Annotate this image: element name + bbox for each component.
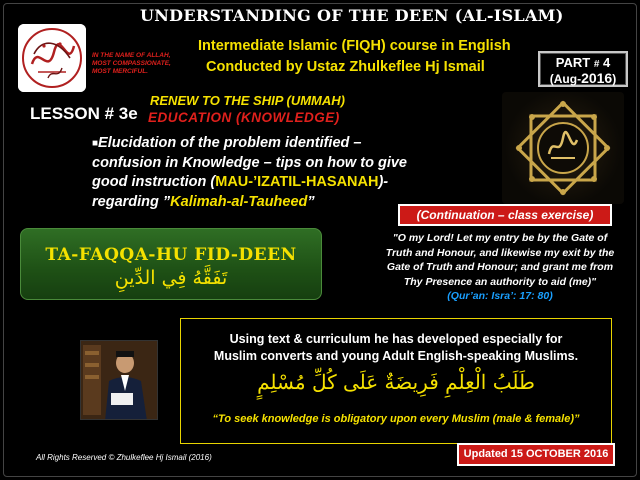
description-line-2: confusion in Knowledge – tips on how to give (92, 154, 407, 171)
part-label: PART (555, 55, 591, 70)
description-line-3a: good instruction ( (92, 174, 216, 190)
part-badge (538, 51, 628, 87)
lesson-topic-heading: EDUCATION (KNOWLEDGE) (148, 110, 340, 125)
basmalah-line-1: IN THE NAME OF ALLAH, (92, 52, 171, 59)
basmalah-caption (92, 52, 212, 76)
course-subtitle: Intermediate Islamic (FIQH) course in English (198, 38, 511, 54)
tafaqqa-arabic: تَفَقَّهُ فِي الدِّينِ (114, 267, 228, 289)
instructor-photo (80, 340, 158, 420)
bismillah-calligraphy-logo (18, 24, 86, 92)
bullet-icon: ■ (92, 138, 99, 149)
quote-line-1: "O my Lord! Let my entry be by the Gate of (392, 232, 608, 244)
basmalah-line-2: MOST COMPASSIONATE, (92, 60, 171, 67)
description-line-1: Elucidation of the problem identified – (98, 135, 362, 151)
curriculum-description (180, 331, 612, 365)
part-date-suffix: ) (612, 72, 617, 86)
quran-reference: (Qur’an: Isra’: 17: 80) (447, 290, 553, 302)
tafaqqa-latin: TA-FAQQA-HU FID-DEEN (45, 245, 297, 265)
quran-quote (368, 231, 632, 289)
instructor-subtitle: Conducted by Ustaz Zhulkeflee Hj Ismail (206, 59, 485, 75)
part-date-prefix: (Aug- (549, 72, 582, 86)
part-date-year: 2016 (581, 70, 613, 86)
main-title: UNDERSTANDING OF THE DEEN (AL-ISLAM) (140, 6, 564, 25)
part-number: 4 (603, 55, 611, 70)
kalimah-al-tauheed-term: Kalimah-al-Tauheed (170, 193, 308, 210)
hadith-arabic: طَلَبُ الْعِلْمِ فَرِيضَةٌ عَلَى كُلِّ مُسْلِمٍ (257, 370, 535, 394)
quote-line-2: Truth and Honour, and likewise my exit by the (385, 246, 615, 259)
copyright-notice: All Rights Reserved © Zhulkeflee Hj Ismail (2016) (36, 453, 212, 462)
continuation-badge: (Continuation – class exercise) (398, 204, 612, 226)
description-line-4c: ” (307, 193, 315, 210)
basmalah-line-3: MOST MERCIFUL. (92, 68, 148, 75)
lesson-number: LESSON # 3e (30, 104, 138, 123)
part-hash: # (593, 59, 600, 70)
description-line-3c: )- (378, 174, 389, 190)
description-line-4a: regarding ” (92, 193, 171, 210)
hadith-translation: “To seek knowledge is obligatory upon every Muslim (male & female)” (212, 413, 580, 425)
allah-emblem-icon (502, 92, 624, 204)
updated-badge: Updated 15 OCTOBER 2016 (457, 443, 615, 466)
curriculum-line-2: Muslim converts and young Adult English-speaking Muslims. (213, 349, 579, 363)
quote-line-3: Gate of Truth and Honour; and grant me from (386, 261, 614, 274)
curriculum-line-1: Using text & curriculum he has developed especially for (229, 332, 563, 346)
lesson-renew-heading: RENEW TO THE SHIP (UMMAH) (150, 93, 345, 108)
quote-line-4: Thy Presence an authority to aid (me)" (403, 275, 597, 288)
lesson-description (92, 134, 462, 212)
mau-izatil-hasanah-term: MAU-’IZATIL-HASANAH (215, 174, 379, 190)
